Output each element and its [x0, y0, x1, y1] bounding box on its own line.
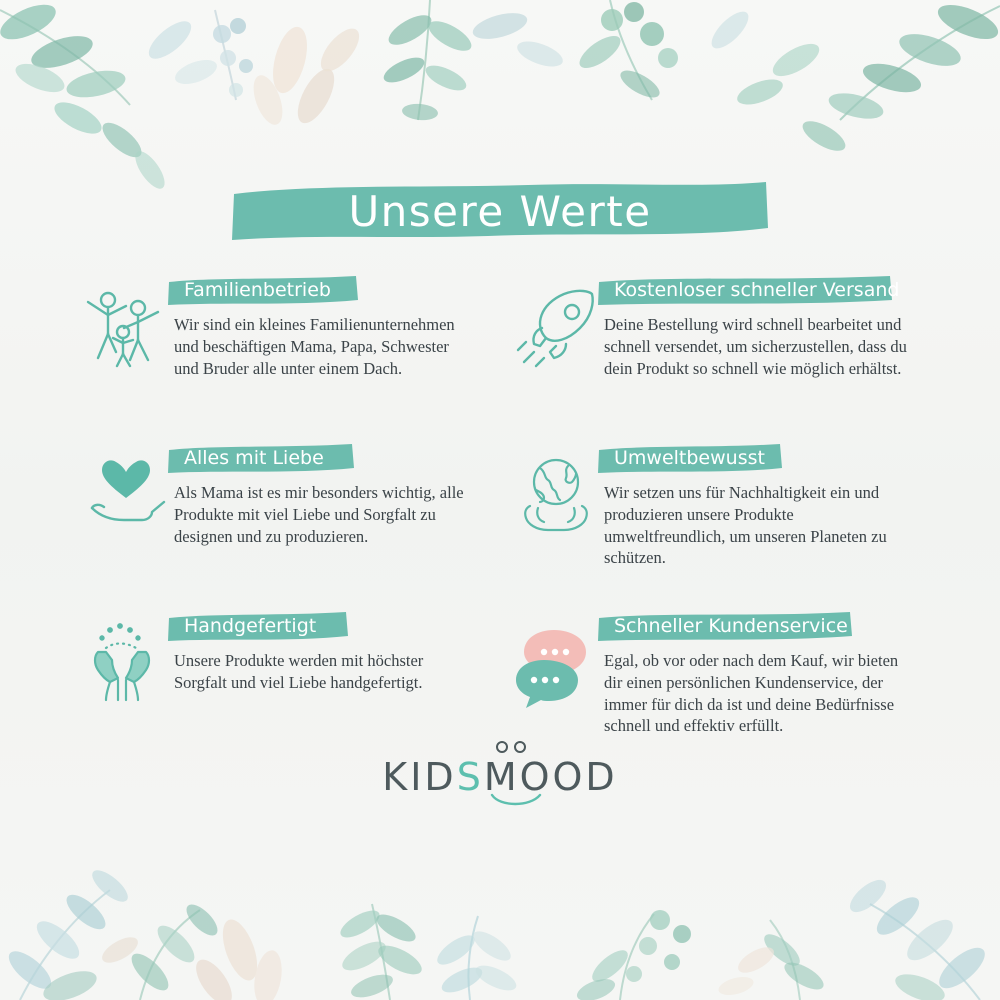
value-body [604, 608, 933, 737]
value-item-liebe [78, 440, 503, 608]
value-item-versand [508, 272, 933, 440]
heart-in-hand-icon [78, 440, 174, 546]
value-label-wrap [604, 612, 858, 642]
foliage-top-decoration [0, 0, 1000, 200]
value-description: Deine Bestellung wird schnell bearbeitet und schnell versendet, um sicherzustellen, dass du dein Produkt so schnell wie möglich erhältst. [604, 315, 907, 378]
value-body [174, 608, 503, 694]
value-label: Schneller Kundenservice [614, 615, 848, 637]
logo-accent-letter: S [456, 755, 484, 799]
foliage-bottom-decoration [0, 800, 1000, 1000]
value-label-wrap [174, 612, 326, 642]
value-body [604, 272, 933, 379]
value-item-kundenservice [508, 608, 933, 776]
value-label-wrap [604, 444, 775, 474]
logo-inner [382, 755, 617, 799]
value-description: Egal, ob vor oder nach dem Kauf, wir bieten dir einen persönlichen Kundenservice, der immer für dich da ist und deine Bedürfnisse schnell und effektiv erfüllt. [604, 651, 899, 736]
value-body [604, 440, 933, 569]
value-label-wrap [174, 276, 341, 306]
value-label-wrap [604, 276, 909, 306]
value-description: Unsere Produkte werden mit höchster Sorgfalt und viel Liebe handgefertigt. [174, 651, 424, 692]
rocket-icon [508, 272, 604, 378]
chat-bubbles-icon [508, 608, 604, 714]
value-label: Umweltbewusst [614, 447, 765, 469]
value-item-familienbetrieb [78, 272, 503, 440]
globe-in-hands-icon [508, 440, 604, 546]
value-item-umwelt [508, 440, 933, 608]
value-label: Kostenloser schneller Versand [614, 279, 900, 301]
page-title: Unsere Werte [348, 186, 652, 236]
value-body [174, 440, 503, 547]
value-body [174, 272, 503, 379]
title-banner [228, 178, 773, 244]
logo-part1: KID [382, 755, 457, 799]
family-icon [78, 272, 174, 378]
brand-logo [0, 755, 1000, 799]
value-description: Wir setzen uns für Nachhaltigkeit ein und produzieren unsere Produkte umweltfreundlich, um unseren Planeten zu schützen. [604, 483, 887, 568]
value-label-wrap [174, 444, 334, 474]
handmade-hands-icon [78, 608, 174, 714]
value-description: Als Mama ist es mir besonders wichtig, alle Produkte mit viel Liebe und Sorgfalt zu designen und zu produzieren. [174, 483, 464, 546]
logo-part2: MOOD [483, 755, 618, 799]
value-label: Familienbetrieb [184, 279, 331, 301]
value-item-handgefertigt [78, 608, 503, 776]
value-label: Alles mit Liebe [184, 447, 324, 469]
title-banner-wrap [0, 178, 1000, 244]
values-grid [78, 272, 933, 776]
value-label: Handgefertigt [184, 615, 317, 637]
value-description: Wir sind ein kleines Familienunternehmen und beschäftigen Mama, Papa, Schwester und Bruder alle unter einem Dach. [174, 315, 455, 378]
logo-smile-icon [490, 793, 542, 809]
logo-dots-icon [490, 739, 536, 755]
